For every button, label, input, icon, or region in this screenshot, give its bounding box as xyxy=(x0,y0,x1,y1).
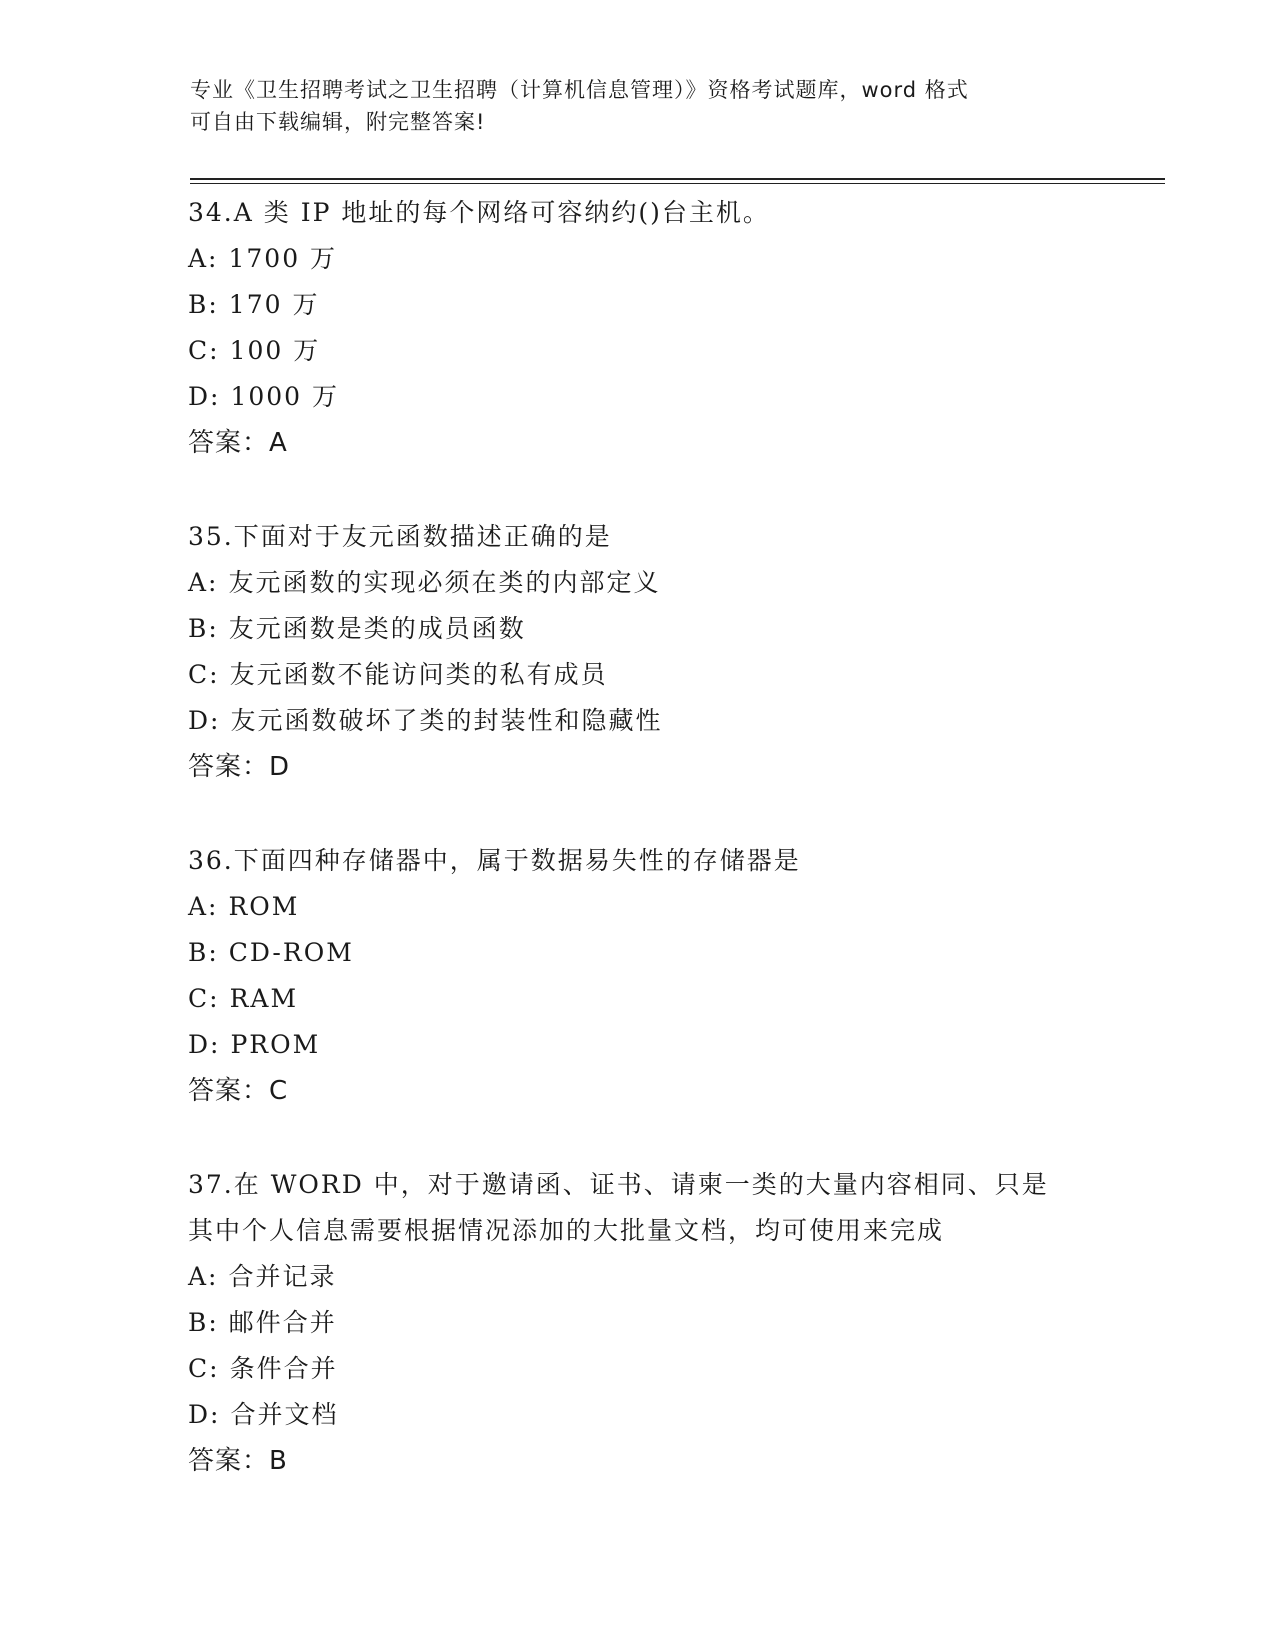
question-34 xyxy=(188,190,1148,466)
option-text: ROM xyxy=(228,892,300,921)
question-text: 36.下面四种存储器中，属于数据易失性的存储器是 xyxy=(188,846,801,875)
option-text: 条件合并 xyxy=(229,1354,338,1383)
option-label: A: xyxy=(188,1262,219,1291)
option-b xyxy=(188,282,1148,328)
question-text: 35.下面对于友元函数描述正确的是 xyxy=(188,522,612,551)
answer: 答案：A xyxy=(188,428,288,458)
option-c xyxy=(188,328,1148,374)
option-c xyxy=(188,1346,1148,1392)
option-text: 友元函数不能访问类的私有成员 xyxy=(229,660,608,689)
option-label: C: xyxy=(188,984,220,1013)
answer: 答案：B xyxy=(188,1446,288,1476)
option-text: 100 万 xyxy=(229,336,321,365)
option-text: 友元函数是类的成员函数 xyxy=(228,614,526,643)
option-text: PROM xyxy=(230,1030,321,1059)
question-36 xyxy=(188,838,1148,1114)
option-b xyxy=(188,606,1148,652)
option-label: C: xyxy=(188,336,220,365)
option-text: 合并记录 xyxy=(228,1262,337,1291)
option-label: A: xyxy=(188,244,219,273)
answer: 答案：C xyxy=(188,1076,289,1106)
option-d xyxy=(188,698,1148,744)
option-b xyxy=(188,930,1148,976)
option-text: 1000 万 xyxy=(230,382,340,411)
option-label: D: xyxy=(188,706,221,735)
option-label: C: xyxy=(188,660,220,689)
option-c xyxy=(188,976,1148,1022)
option-d xyxy=(188,1022,1148,1068)
option-text: 友元函数的实现必须在类的内部定义 xyxy=(228,568,661,597)
option-d xyxy=(188,374,1148,420)
option-text: 合并文档 xyxy=(230,1400,339,1429)
option-a xyxy=(188,1254,1148,1300)
question-text: 34.A 类 IP 地址的每个网络可容纳约()台主机。 xyxy=(188,198,770,227)
document-header xyxy=(190,74,1070,138)
option-a xyxy=(188,236,1148,282)
question-text: 37.在 WORD 中，对于邀请函、证书、请柬一类的大量内容相同、只是 xyxy=(188,1170,1049,1199)
question-list xyxy=(188,190,1148,1532)
header-line-1: 专业《卫生招聘考试之卫生招聘（计算机信息管理）》资格考试题库，word 格式 xyxy=(190,78,969,102)
option-a xyxy=(188,560,1148,606)
option-label: A: xyxy=(188,568,219,597)
option-d xyxy=(188,1392,1148,1438)
option-text: CD-ROM xyxy=(228,938,354,967)
answer: 答案：D xyxy=(188,752,291,782)
option-label: C: xyxy=(188,1354,220,1383)
option-label: D: xyxy=(188,1400,221,1429)
header-divider-thin xyxy=(190,183,1165,184)
option-text: 邮件合并 xyxy=(228,1308,337,1337)
option-a xyxy=(188,884,1148,930)
header-line-2: 可自由下载编辑，附完整答案! xyxy=(190,110,486,134)
option-text: 1700 万 xyxy=(228,244,338,273)
option-text: 友元函数破坏了类的封装性和隐藏性 xyxy=(230,706,663,735)
question-35 xyxy=(188,514,1148,790)
option-label: B: xyxy=(188,938,219,967)
option-b xyxy=(188,1300,1148,1346)
option-text: 170 万 xyxy=(228,290,320,319)
option-label: B: xyxy=(188,1308,219,1337)
option-c xyxy=(188,652,1148,698)
option-label: D: xyxy=(188,1030,221,1059)
option-label: B: xyxy=(188,290,219,319)
option-label: B: xyxy=(188,614,219,643)
question-37 xyxy=(188,1162,1148,1484)
question-text-continued: 其中个人信息需要根据情况添加的大批量文档，均可使用来完成 xyxy=(188,1216,945,1245)
option-text: RAM xyxy=(229,984,299,1013)
option-label: D: xyxy=(188,382,221,411)
header-divider-thick xyxy=(190,178,1165,180)
option-label: A: xyxy=(188,892,219,921)
